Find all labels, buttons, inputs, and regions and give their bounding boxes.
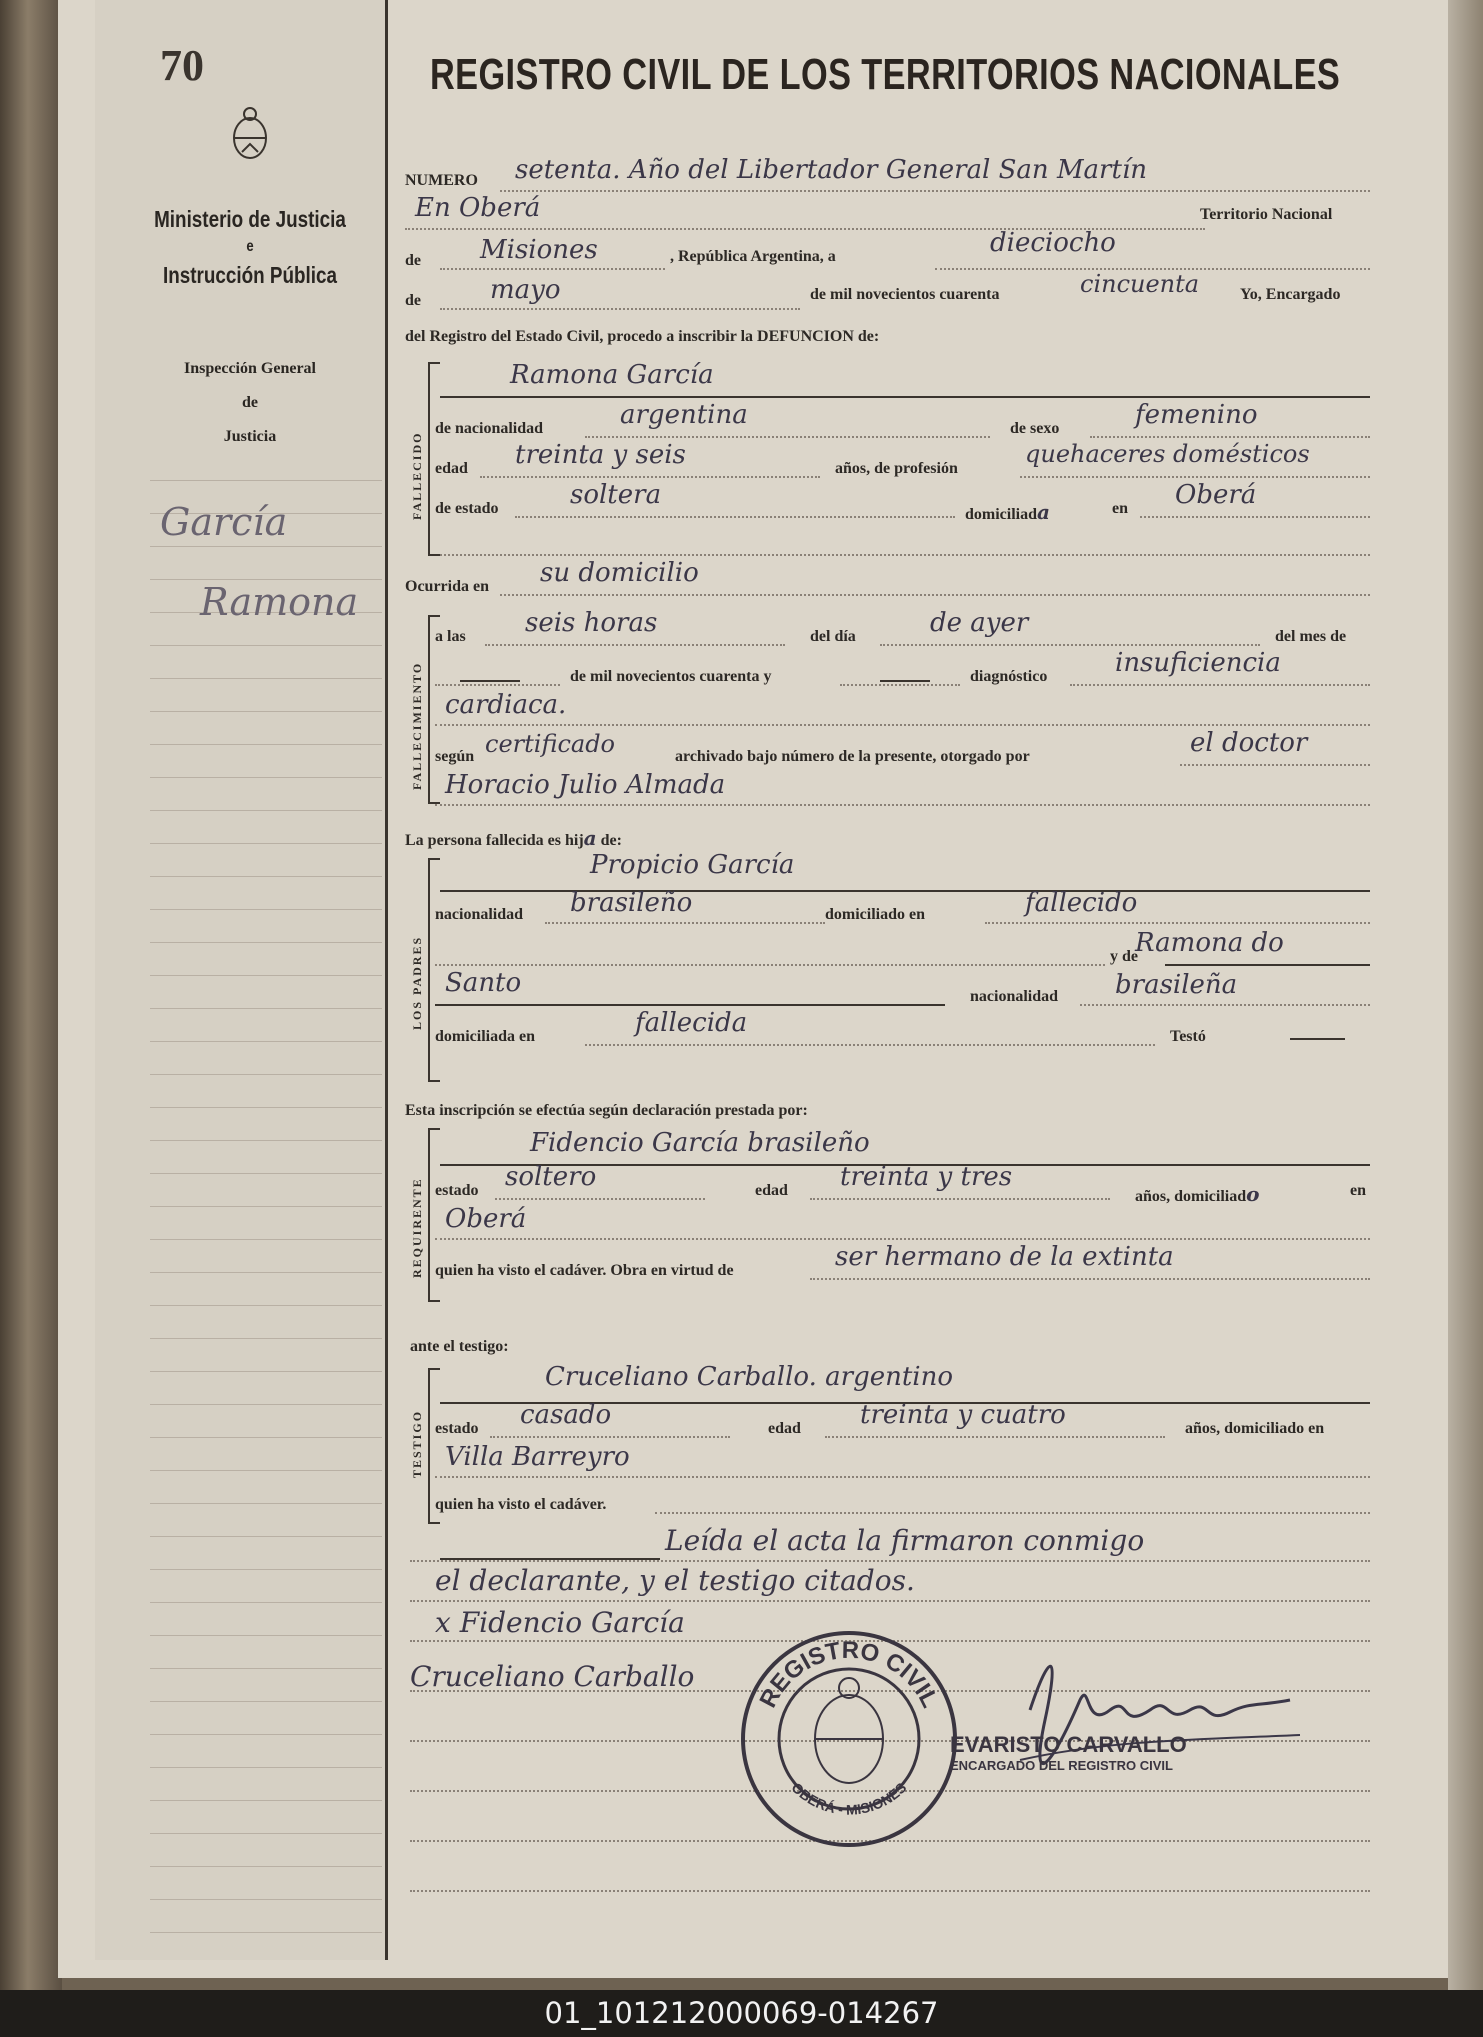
dotted-line bbox=[500, 594, 1370, 596]
requirente-visto-value: ser hermano de la extinta bbox=[835, 1242, 1174, 1272]
margin-rule-line bbox=[150, 975, 382, 976]
margin-rule-line bbox=[150, 1140, 382, 1141]
madre-nacionalidad-label: nacionalidad bbox=[970, 988, 1059, 1005]
margin-rule-line bbox=[150, 1503, 382, 1504]
dotted-line bbox=[410, 1890, 1370, 1892]
book-spine bbox=[0, 0, 62, 1990]
dotted-line bbox=[585, 436, 990, 438]
padres-side-label: LOS PADRES bbox=[410, 935, 424, 1030]
hijo-text: La persona fallecida es hij bbox=[405, 832, 584, 849]
civil-registry-stamp bbox=[738, 1628, 960, 1850]
ocurrida-label: Ocurrida en bbox=[405, 578, 489, 595]
margin-rule-line bbox=[150, 1701, 382, 1702]
dotted-line bbox=[880, 644, 1260, 646]
witness-signature: Cruceliano Carballo bbox=[410, 1660, 695, 1693]
margin-rule-line bbox=[150, 1074, 382, 1075]
testigo-intro-label: ante el testigo: bbox=[410, 1338, 509, 1355]
numero-value: setenta. Año del Libertador General San Martín bbox=[515, 155, 1147, 185]
margin-rule-line bbox=[150, 909, 382, 910]
declarant-signature: x Fidencio García bbox=[435, 1606, 685, 1639]
del-dia-label: del día bbox=[810, 628, 856, 645]
margin-rule-line bbox=[150, 1437, 382, 1438]
padre-domiciliado-label: domiciliado en bbox=[825, 906, 926, 923]
dotted-line bbox=[985, 922, 1370, 924]
closing-line-2: el declarante, y el testigo citados. bbox=[435, 1564, 915, 1597]
margin-rule-line bbox=[150, 1800, 382, 1801]
dotted-line bbox=[435, 964, 1105, 966]
margin-rule-line bbox=[150, 876, 382, 877]
en-label: en bbox=[1112, 500, 1128, 517]
dotted-line bbox=[810, 1278, 1370, 1280]
domiciliada-label bbox=[965, 500, 1050, 524]
margin-rule-line bbox=[150, 480, 382, 481]
madre-name-continued: Santo bbox=[445, 968, 522, 998]
margin-rule-line bbox=[150, 546, 382, 547]
encargado-label: Yo, Encargado bbox=[1240, 286, 1341, 303]
diagnostico-label: diagnóstico bbox=[970, 668, 1048, 685]
margin-rule-line bbox=[150, 1107, 382, 1108]
inspection-line: de bbox=[242, 394, 258, 411]
month-value: mayo bbox=[490, 275, 561, 305]
margin-rule-line bbox=[150, 1668, 382, 1669]
padre-name: Propicio García bbox=[590, 850, 795, 880]
margin-rule-line bbox=[150, 1602, 382, 1603]
territorio-label: Territorio Nacional bbox=[1200, 206, 1333, 223]
dotted-line bbox=[440, 554, 1370, 556]
requirente-name: Fidencio García brasileño bbox=[530, 1128, 870, 1158]
margin-rule-line bbox=[150, 1305, 382, 1306]
madre-domiciliada-label: domiciliada en bbox=[435, 1028, 536, 1045]
dia-value: de ayer bbox=[930, 608, 1029, 638]
margin-rule-line bbox=[150, 1767, 382, 1768]
mil-label: de mil novecientos cuarenta bbox=[810, 286, 1000, 303]
margin-rule-line bbox=[150, 678, 382, 679]
diagnostico-value-continued: cardiaca. bbox=[445, 690, 567, 720]
ministry-line: Ministerio de Justicia bbox=[154, 206, 346, 232]
dotted-line bbox=[655, 1512, 1370, 1514]
de-label: de bbox=[405, 252, 421, 269]
nacionalidad-label: de nacionalidad bbox=[435, 420, 544, 437]
page-number: 70 bbox=[160, 41, 204, 90]
archivado-label: archivado bajo número de la presente, otorgado por bbox=[675, 748, 1030, 765]
dotted-line bbox=[585, 1044, 1155, 1046]
sexo-label: de sexo bbox=[1010, 420, 1060, 437]
requirente-estado-value: soltero bbox=[505, 1162, 597, 1192]
testigo-estado-label: estado bbox=[435, 1420, 479, 1437]
dotted-line bbox=[435, 724, 1370, 726]
requirente-edad-value: treinta y tres bbox=[840, 1162, 1013, 1192]
testigo-edad-value: treinta y cuatro bbox=[860, 1400, 1066, 1430]
ministry-line: e bbox=[246, 238, 254, 255]
certificado-value: certificado bbox=[485, 730, 616, 758]
otorgado-value: el doctor bbox=[1190, 728, 1308, 758]
margin-rule-line bbox=[150, 1206, 382, 1207]
dotted-line bbox=[810, 1198, 1110, 1200]
margin-rule-line bbox=[150, 1536, 382, 1537]
inspection-heading bbox=[160, 352, 340, 454]
a-las-label: a las bbox=[435, 628, 466, 645]
margin-rule-line bbox=[150, 711, 382, 712]
domiciliado-suffix: o bbox=[1246, 1182, 1260, 1206]
ministry-heading bbox=[152, 202, 349, 292]
hijo-label bbox=[405, 826, 622, 850]
margin-rule-line bbox=[150, 777, 382, 778]
requirente-visto-label: quien ha visto el cadáver. Obra en virtud de bbox=[435, 1262, 734, 1279]
margin-rule-line bbox=[150, 744, 382, 745]
y-de-label: y de bbox=[1110, 948, 1138, 965]
domicilio-value: Oberá bbox=[1175, 480, 1257, 510]
profesion-label: años, de profesión bbox=[835, 460, 958, 477]
dotted-line bbox=[435, 1476, 1370, 1478]
margin-rule-line bbox=[150, 1635, 382, 1636]
dotted-line bbox=[1070, 684, 1370, 686]
edad-value: treinta y seis bbox=[515, 440, 686, 470]
dotted-line bbox=[440, 268, 665, 270]
margin-rule-line bbox=[150, 1338, 382, 1339]
margin-rule-line bbox=[150, 1899, 382, 1900]
blank-dash bbox=[880, 680, 930, 682]
deceased-name: Ramona García bbox=[510, 360, 714, 390]
requirente-intro-label: Esta inscripción se efectúa según declaración prestada por: bbox=[405, 1102, 808, 1119]
dotted-line bbox=[500, 190, 1370, 192]
margin-rule-line bbox=[150, 1734, 382, 1735]
dotted-line bbox=[1080, 1004, 1370, 1006]
margin-surname: García bbox=[160, 500, 288, 544]
testigo-side-label: TESTIGO bbox=[410, 1409, 424, 1478]
madre-name: Ramona do bbox=[1135, 928, 1284, 958]
padre-domicilio-value: fallecido bbox=[1025, 888, 1138, 918]
registro-label: del Registro del Estado Civil, procedo a inscribir la DEFUNCION de: bbox=[405, 328, 880, 345]
margin-rule-line bbox=[150, 1008, 382, 1009]
testigo-estado-value: casado bbox=[520, 1400, 612, 1430]
dotted-line bbox=[485, 644, 785, 646]
margin-rule-line bbox=[150, 1041, 382, 1042]
page-edge bbox=[1448, 0, 1483, 1990]
testo-label: Testó bbox=[1170, 1028, 1206, 1045]
stamp-top-text: REGISTRO CIVIL bbox=[754, 1636, 944, 1712]
segun-label: según bbox=[435, 748, 475, 765]
requirente-domiciliado-label bbox=[1135, 1182, 1259, 1206]
rule-line bbox=[440, 396, 1370, 398]
dotted-line bbox=[1140, 516, 1370, 518]
requirente-edad-label: edad bbox=[755, 1182, 788, 1199]
margin-given-name: Ramona bbox=[200, 580, 359, 624]
margin-rule-line bbox=[150, 1404, 382, 1405]
domiciliada-suffix: a bbox=[1037, 500, 1050, 524]
dotted-line bbox=[480, 476, 820, 478]
dotted-line bbox=[435, 1238, 1370, 1240]
nacionalidad-value: argentina bbox=[620, 400, 748, 430]
dotted-line bbox=[435, 804, 1370, 806]
dotted-line bbox=[440, 308, 800, 310]
edad-label: edad bbox=[435, 460, 468, 477]
sexo-value: femenino bbox=[1135, 400, 1258, 430]
estado-label: de estado bbox=[435, 500, 499, 517]
madre-domicilio-value: fallecida bbox=[635, 1008, 748, 1038]
del-mes-label: del mes de bbox=[1275, 628, 1347, 645]
hora-value: seis horas bbox=[525, 608, 658, 638]
dotted-line bbox=[410, 1560, 1370, 1562]
margin-rule-line bbox=[150, 645, 382, 646]
coat-of-arms-icon bbox=[228, 106, 272, 162]
dotted-line bbox=[1180, 764, 1370, 766]
testigo-domiciliado-label: años, domiciliado en bbox=[1185, 1420, 1325, 1437]
doctor-value: Horacio Julio Almada bbox=[445, 770, 726, 800]
fallecido-side-label: FALLECIDO bbox=[410, 431, 424, 520]
margin-rule-line bbox=[150, 843, 382, 844]
dotted-line bbox=[1020, 476, 1370, 478]
margin-rule-line bbox=[150, 1932, 382, 1933]
day-value: dieciocho bbox=[990, 228, 1116, 258]
testigo-visto-label: quien ha visto el cadáver. bbox=[435, 1496, 607, 1513]
place-value: En Oberá bbox=[415, 193, 541, 223]
blank-dash bbox=[460, 680, 520, 682]
dotted-line bbox=[495, 1198, 705, 1200]
dotted-line bbox=[545, 922, 825, 924]
blank-dash bbox=[1290, 1038, 1345, 1040]
margin-rule-line bbox=[150, 942, 382, 943]
margin-rule-line bbox=[150, 1272, 382, 1273]
rule-line bbox=[1165, 964, 1370, 966]
de-label: de bbox=[405, 292, 421, 309]
year-value: cincuenta bbox=[1080, 270, 1200, 298]
dotted-line bbox=[490, 1436, 730, 1438]
de-label: de: bbox=[600, 832, 622, 849]
margin-column bbox=[95, 0, 388, 1960]
territory-value: Misiones bbox=[480, 235, 598, 265]
inspection-line: Justicia bbox=[223, 428, 277, 445]
stamp-bottom-text: OBERÁ - MISIONES bbox=[788, 1779, 910, 1818]
document-id: 01_101212000069-014267 bbox=[544, 1996, 939, 2030]
testigo-edad-label: edad bbox=[768, 1420, 801, 1437]
section-bracket bbox=[428, 362, 440, 556]
margin-rule-line bbox=[150, 1470, 382, 1471]
margin-rule-line bbox=[150, 1833, 382, 1834]
dotted-line bbox=[435, 684, 560, 686]
diagnostico-value: insuficiencia bbox=[1115, 648, 1281, 678]
margin-rule-line bbox=[150, 1173, 382, 1174]
margin-rule-line bbox=[150, 810, 382, 811]
requirente-en-label: en bbox=[1350, 1182, 1366, 1199]
requirente-estado-label: estado bbox=[435, 1182, 479, 1199]
hijo-suffix: a bbox=[583, 826, 597, 850]
mil-label: de mil novecientos cuarenta y bbox=[570, 668, 772, 685]
domiciliado-text: años, domiciliad bbox=[1135, 1188, 1247, 1205]
margin-rule-line bbox=[150, 1371, 382, 1372]
dotted-line bbox=[410, 1600, 1370, 1602]
dotted-line bbox=[840, 684, 960, 686]
padre-nacionalidad-label: nacionalidad bbox=[435, 906, 524, 923]
section-bracket bbox=[428, 858, 440, 1082]
requirente-side-label: REQUIRENTE bbox=[410, 1177, 424, 1278]
margin-rule-line bbox=[150, 1569, 382, 1570]
inspection-line: Inspección General bbox=[184, 360, 316, 377]
closing-line-1: Leída el acta la firmaron conmigo bbox=[665, 1524, 1145, 1557]
fallecimiento-side-label: FALLECIMIENTO bbox=[410, 661, 424, 790]
republica-label: , República Argentina, a bbox=[670, 248, 836, 265]
margin-rule-line bbox=[150, 1239, 382, 1240]
dotted-line bbox=[515, 516, 955, 518]
margin-rule-line bbox=[150, 1866, 382, 1867]
domiciliada-text: domiciliad bbox=[965, 506, 1038, 523]
ministry-line: Instrucción Pública bbox=[163, 262, 337, 288]
form-title: REGISTRO CIVIL DE LOS TERRITORIOS NACIONALES bbox=[430, 50, 1341, 99]
dotted-line bbox=[1090, 436, 1370, 438]
registrar-title: ENCARGADO DEL REGISTRO CIVIL bbox=[950, 1758, 1173, 1773]
estado-value: soltera bbox=[570, 480, 662, 510]
testigo-domicilio-value: Villa Barreyro bbox=[445, 1442, 630, 1472]
profesion-value: quehaceres domésticos bbox=[1025, 440, 1310, 468]
numero-label: NUMERO bbox=[405, 172, 478, 189]
testigo-name: Cruceliano Carballo. argentino bbox=[545, 1362, 954, 1392]
rule-line bbox=[435, 1004, 945, 1006]
ocurrida-value: su domicilio bbox=[540, 558, 699, 588]
dotted-line bbox=[825, 1436, 1165, 1438]
requirente-domicilio-value: Oberá bbox=[445, 1204, 527, 1234]
padre-nacionalidad-value: brasileño bbox=[570, 888, 693, 918]
registrar-name: EVARISTO CARVALLO bbox=[950, 1732, 1187, 1757]
madre-nacionalidad-value: brasileña bbox=[1115, 970, 1238, 1000]
